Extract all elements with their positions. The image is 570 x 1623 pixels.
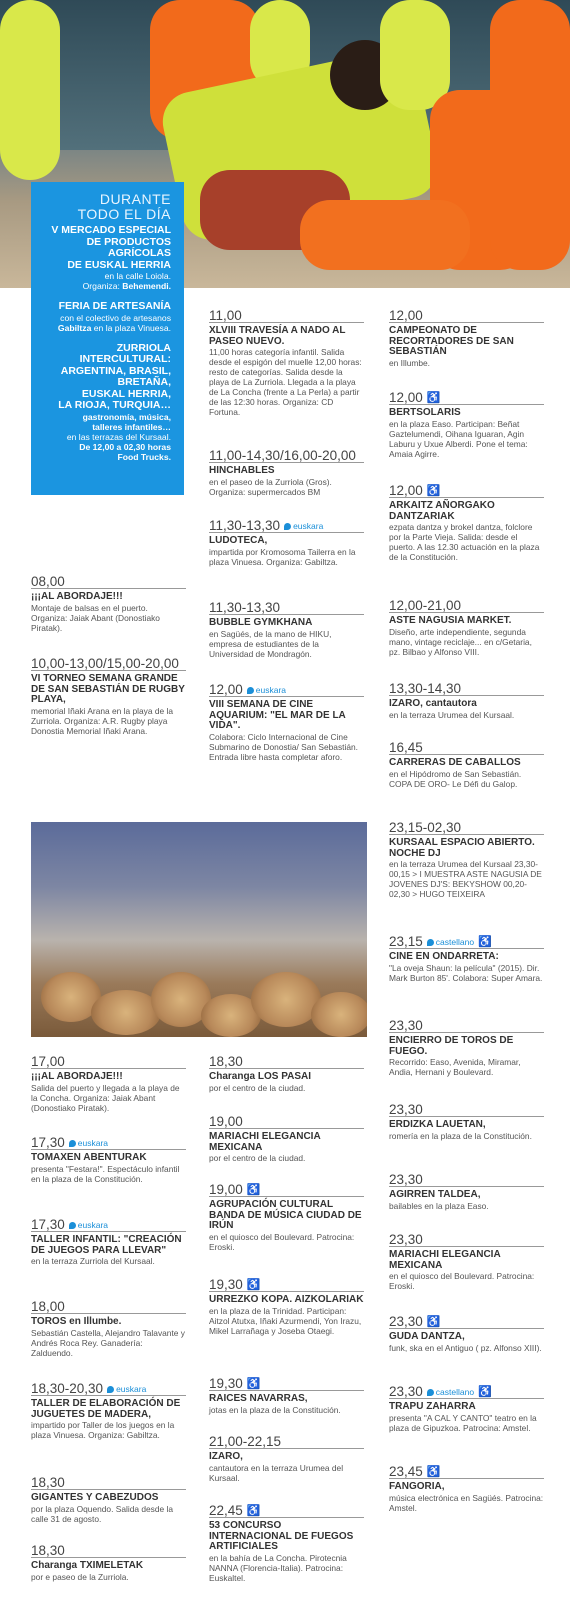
event-time [209, 600, 364, 615]
event-e2 [31, 656, 186, 736]
event-description: funk, ska en el Antiguo ( pz. Alfonso XIII). [389, 1342, 542, 1353]
event-e19 [389, 1232, 544, 1291]
event-e23 [31, 1054, 186, 1113]
event-description: Colabora: Ciclo Internacional de Cine Submarino de Donostia/ San Sebastián. Entrada libre hasta completar aforo. [209, 731, 358, 762]
event-time [31, 1217, 186, 1232]
event-time-text: 23,30 [389, 1384, 423, 1399]
event-title: ENCIERRO DE TOROS DE FUEGO. [389, 1035, 514, 1057]
event-time-text: 08,00 [31, 574, 65, 589]
event-time [209, 1434, 364, 1449]
event-e30 [209, 1054, 364, 1093]
event-time [209, 1182, 364, 1197]
all-day-box: DURANTE TODO EL DÍA V MERCADO ESPECIAL DE PRODUCTOS AGRÍCOLAS DE EUSKAL HERRIA en la calle Loiola. Organiza: Behemendi. FERIA DE ARTESANÍA con el colectivo de artesanos Gabiltza en la plaza Vinuesa. ZURRIOLA INTERCULTURAL: ARGENTINA, BRASIL, BRETAÑA, EUSKAL HERRIA, LA RIOJA, TURQUIA… gastronomía, música, talleres infantiles… en las terrazas del Kursaal. De 12,00 a 02,30 horas Food Trucks. [31, 182, 184, 495]
event-time-text: 13,30-14,30 [389, 681, 462, 696]
event-description: por la plaza Oquendo. Salida desde la calle 31 de agosto. [31, 1503, 174, 1524]
event-time [31, 656, 186, 671]
event-title: LUDOTECA, [209, 535, 268, 546]
event-title: CARRERAS DE CABALLOS [389, 757, 521, 768]
speech-bubble-icon [107, 1386, 114, 1393]
event-time [389, 934, 544, 949]
event-time-text: 18,30 [31, 1543, 65, 1558]
event-e25 [31, 1217, 186, 1266]
event-time-text: 23,15-02,30 [389, 820, 462, 835]
event-title: RAICES NAVARRAS, [209, 1393, 308, 1404]
event-time-text: 19,00 [209, 1114, 243, 1129]
event-e36 [209, 1503, 364, 1583]
event-time [389, 308, 544, 323]
event-time [389, 1314, 544, 1329]
event-time-text: 12,00 [389, 308, 423, 323]
event-time-text: 21,00-22,15 [209, 1434, 282, 1449]
event-time-text: 11,30-13,30 [209, 600, 281, 615]
event-title: TALLER DE ELABORACIÓN DE JUGUETES DE MADERA, [31, 1398, 181, 1420]
speech-bubble-icon [247, 687, 254, 694]
event-title: IZARO, cantautora [389, 698, 477, 709]
accessibility-icon: ♿ [426, 485, 441, 497]
language-tag [427, 937, 474, 947]
event-time [31, 1381, 186, 1396]
event-e27 [31, 1381, 186, 1440]
crowd-photo [31, 822, 367, 1037]
accessibility-icon: ♿ [246, 1378, 261, 1390]
event-e17 [389, 1102, 544, 1141]
event-time [31, 1054, 186, 1069]
event-time [209, 1277, 364, 1292]
event-time-text: 19,30 [209, 1277, 243, 1292]
event-e6 [209, 600, 364, 659]
event-description: cantautora en la terraza Urumea del Kursaal. [209, 1462, 344, 1483]
all-day-heading: DURANTE TODO EL DÍA [77, 191, 171, 222]
accessibility-icon: ♿ [246, 1184, 261, 1196]
event-time-text: 17,30 [31, 1135, 65, 1150]
event-description: en el paseo de la Zurriola (Gros). Organiza: supermercados BM [209, 476, 332, 497]
event-title: IZARO, [209, 1451, 243, 1462]
language-tag [427, 1387, 474, 1397]
language-label: euskara [116, 1384, 147, 1394]
event-title: AGIRREN TALDEA, [389, 1189, 481, 1200]
event-e16 [389, 1018, 544, 1077]
event-time [31, 1135, 186, 1150]
event-title: KURSAAL ESPACIO ABIERTO. NOCHE DJ [389, 837, 535, 859]
accessibility-icon: ♿ [426, 1466, 441, 1478]
event-title: ERDIZKA LAUETAN, [389, 1119, 486, 1130]
event-title: 53 CONCURSO INTERNACIONAL DE FUEGOS ARTIFICIALES [209, 1520, 354, 1552]
event-description: impartido por Taller de los juegos en la plaza Vinuesa. Organiza: Gabiltza. [31, 1420, 175, 1440]
event-title: MARIACHI ELEGANCIA MEXICANA [389, 1249, 501, 1271]
language-label: castellano [435, 937, 475, 947]
event-time-text: 18,30 [209, 1054, 243, 1069]
event-title: TALLER INFANTIL: "CREACIÓN DE JUEGOS PARA LLEVAR" [31, 1234, 182, 1256]
accessibility-icon: ♿ [426, 392, 441, 404]
event-description: en Illumbe. [389, 357, 430, 368]
event-e18 [389, 1172, 544, 1211]
event-e3 [209, 308, 364, 417]
event-time [389, 1018, 544, 1033]
event-e9 [389, 390, 544, 459]
event-description: en el quiosco del Boulevard. Patrocina: Eroski. [209, 1231, 355, 1252]
event-description: en la terraza Urumea del Kursaal. [389, 709, 515, 720]
language-label: euskara [77, 1220, 109, 1230]
event-time-text: 10,00-13,00/15,00-20,00 [31, 656, 179, 671]
event-time [209, 448, 364, 463]
event-time-text: 23,45 [389, 1464, 423, 1479]
event-time-text: 11,30-13,30 [209, 518, 281, 533]
event-e5 [209, 518, 364, 567]
accessibility-icon: ♿ [246, 1279, 261, 1291]
event-time [209, 1376, 364, 1391]
event-description: por el centro de la ciudad. [209, 1082, 306, 1093]
event-time-text: 12,00 [389, 390, 423, 405]
event-time [389, 390, 544, 405]
event-e24 [31, 1135, 186, 1184]
language-label: castellano [435, 1387, 475, 1397]
event-time [209, 682, 364, 697]
event-e29 [31, 1543, 186, 1582]
event-description: música electrónica en Sagüés. Patrocina: Amstel. [389, 1492, 544, 1513]
event-description: por e paseo de la Zurriola. [31, 1571, 129, 1582]
event-title: CAMPEONATO DE RECORTADORES DE SAN SEBASTIÁN [389, 325, 514, 357]
language-tag [247, 685, 286, 695]
event-title: BUBBLE GYMKHANA [209, 617, 313, 628]
event-time-text: 11,00-14,30/16,00-20,00 [209, 448, 356, 463]
event-e10 [389, 483, 544, 562]
event-time [389, 820, 544, 835]
language-label: euskara [77, 1138, 109, 1148]
event-e31 [209, 1114, 364, 1163]
event-time [389, 1464, 544, 1479]
accessibility-icon: ♿ [478, 1386, 492, 1398]
event-e34 [209, 1376, 364, 1415]
event-e22 [389, 1464, 544, 1513]
event-description: Diseño, arte independiente, segunda mano, vintage reciclaje... en c/Getaria, pz. Bilbao y Alfonso VIII. [389, 626, 532, 657]
event-title: ¡¡¡AL ABORDAJE!!! [31, 591, 123, 602]
event-time-text: 18,30-20,30 [31, 1381, 104, 1396]
event-time [31, 1299, 186, 1314]
event-e4 [209, 448, 364, 497]
event-title: VI TORNEO SEMANA GRANDE DE SAN SEBASTIÁN DE RUGBY PLAYA, [31, 673, 185, 705]
event-time-text: 23,30 [389, 1102, 423, 1117]
event-title: AGRUPACIÓN CULTURAL BANDA DE MÚSICA CIUDAD DE IRÚN [209, 1199, 362, 1231]
event-time-text: 18,30 [31, 1475, 65, 1490]
event-time-text: 23,30 [389, 1018, 423, 1033]
event-time [31, 1475, 186, 1490]
event-e33 [209, 1277, 364, 1336]
language-tag [69, 1138, 108, 1148]
event-e20 [389, 1314, 544, 1353]
event-title: URREZKO KOPA. AIZKOLARIAK [209, 1294, 364, 1305]
event-e12 [389, 681, 544, 720]
event-time [389, 740, 544, 755]
event-time-text: 23,30 [389, 1172, 423, 1187]
event-description: bailables en la plaza Easo. [389, 1200, 489, 1211]
accessibility-icon: ♿ [246, 1505, 261, 1517]
event-description: Montaje de balsas en el puerto. Organiza: Jaiak Abant (Donostiako Piratak). [31, 602, 160, 633]
event-time-text: 22,45 [209, 1503, 243, 1518]
event-title: FANGORIA, [389, 1481, 445, 1492]
event-time-text: 19,00 [209, 1182, 243, 1197]
event-e14 [389, 820, 544, 899]
event-time [31, 574, 186, 589]
event-e26 [31, 1299, 186, 1358]
event-e15 [389, 934, 544, 983]
event-e28 [31, 1475, 186, 1524]
event-time-text: 23,15 [389, 934, 423, 949]
event-description: Salida del puerto y llegada a la playa de la Concha. Organiza: Jaiak Abant (Donostiako Piratak). [31, 1082, 180, 1113]
event-time [209, 1503, 364, 1518]
event-description: 11,00 horas categoría infantil. Salida desde el espigón del muelle 12,00 horas: resto de categorías. Salida desde la playa de La Zurriola. Llegada a la playa de La Concha (frente a La Perla) a partir de las 12:30 horas. Organiza: CD Fortuna. [209, 347, 362, 417]
event-time-text: 18,00 [31, 1299, 65, 1314]
event-description: en la terraza Zurriola del Kursaal. [31, 1256, 155, 1266]
event-description: presenta "Festara!". Espectáculo infantil en la plaza de la Constitución. [31, 1163, 180, 1184]
event-title: GIGANTES Y CABEZUDOS [31, 1492, 159, 1503]
event-time-text: 16,45 [389, 740, 423, 755]
event-time [31, 1543, 186, 1558]
event-time [209, 518, 364, 533]
event-description: jotas en la plaza de la Constitución. [209, 1404, 341, 1415]
language-tag [107, 1384, 146, 1394]
language-label: euskara [293, 521, 324, 531]
event-e1 [31, 574, 186, 633]
event-title: BERTSOLARIS [389, 407, 461, 418]
event-title: ¡¡¡AL ABORDAJE!!! [31, 1071, 123, 1082]
event-description: en Sagüés, de la mano de HIKU, empresa de estudiantes de la Universidad de Mondragón. [209, 628, 332, 659]
event-description: ezpata dantza y brokel dantza, folclore por la Parte Vieja. Salida: desde el puerto. A las 12.30 actuación en la plaza de la Constitución. [389, 522, 540, 562]
speech-bubble-icon [69, 1140, 76, 1147]
event-description: Recorrido: Easo, Avenida, Miramar, Andia, Hernani y Boulevard. [389, 1057, 521, 1077]
event-description: en la terraza Urumea del Kursaal 23,30-00,15 > I MUESTRA ASTE NAGUSIA DE JOVENES DJ'S: BEKYSHOW 00,20-02,30 > HUGO TEIXEIRA [389, 859, 542, 899]
language-label: euskara [255, 685, 287, 695]
language-tag [69, 1220, 108, 1230]
event-e13 [389, 740, 544, 789]
event-time [389, 1232, 544, 1247]
event-time [389, 598, 544, 613]
event-e21 [389, 1384, 544, 1433]
event-title: MARIACHI ELEGANCIA MEXICANA [209, 1131, 321, 1153]
event-time-text: 23,30 [389, 1314, 423, 1329]
event-time-text: 17,00 [31, 1054, 65, 1069]
event-time-text: 19,30 [209, 1376, 243, 1391]
event-title: GUDA DANTZA, [389, 1331, 465, 1342]
event-e7 [209, 682, 364, 762]
event-title: HINCHABLES [209, 465, 275, 476]
event-description: en la plaza de la Trinidad. Participan: Aitzol Atutxa, Iñaki Azurmendi, Yon Irazu, Mikel Larrañaga y Joseba Otaegi. [209, 1305, 362, 1336]
event-title: CINE EN ONDARRETA: [389, 951, 499, 962]
event-title: VIII SEMANA DE CINE AQUARIUM: "EL MAR DE LA VIDA". [209, 699, 346, 731]
event-description: presenta "A CAL Y CANTO" teatro en la plaza de Gipuzkoa. Patrocina: Amstel. [389, 1412, 537, 1433]
event-description: en el quiosco del Boulevard. Patrocina: Eroski. [389, 1271, 535, 1291]
event-title: XLVIII TRAVESÍA A NADO AL PASEO NUEVO. [209, 325, 346, 347]
event-title: Charanga LOS PASAI [209, 1071, 312, 1082]
event-title: ARKAITZ AÑORGAKO DANTZARIAK [389, 500, 495, 522]
speech-bubble-icon [427, 1389, 434, 1396]
speech-bubble-icon [284, 523, 291, 530]
event-time [389, 681, 544, 696]
event-time [209, 1054, 364, 1069]
event-time [389, 1172, 544, 1187]
event-description: en el Hipódromo de San Sebastián. COPA DE ORO- Le Défi du Galop. [389, 768, 522, 789]
event-description: Sebastián Castella, Alejandro Talavante y Andrés Roca Rey. Ganadería: Zalduendo. [31, 1327, 185, 1358]
event-description: por el centro de la ciudad. [209, 1153, 306, 1163]
event-time [389, 1384, 544, 1399]
event-title: TOROS en Illumbe. [31, 1316, 122, 1327]
event-title: TRAPU ZAHARRA [389, 1401, 476, 1412]
event-title: TOMAXEN ABENTURAK [31, 1152, 147, 1163]
event-title: ASTE NAGUSIA MARKET. [389, 615, 512, 626]
event-e32 [209, 1182, 364, 1252]
event-time-text: 23,30 [389, 1232, 423, 1247]
event-title: Charanga TXIMELETAK [31, 1560, 144, 1571]
event-e8 [389, 308, 544, 368]
language-tag [284, 521, 323, 531]
event-time-text: 12,00-21,00 [389, 598, 462, 613]
event-time-text: 12,00 [389, 483, 423, 498]
event-time [389, 1102, 544, 1117]
event-time [209, 1114, 364, 1129]
speech-bubble-icon [69, 1222, 76, 1229]
event-time-text: 17,30 [31, 1217, 65, 1232]
event-description: en la plaza Easo. Participan: Beñat Gaztelumendi, Oihana Iguaran, Agin Laburu y Uxue Alberdi. Pone el tema: Amaia Agirre. [389, 418, 528, 459]
event-time [209, 308, 364, 323]
event-e11 [389, 598, 544, 657]
event-time-text: 12,00 [209, 682, 243, 697]
event-e35 [209, 1434, 364, 1483]
event-time [389, 483, 544, 498]
event-description: impartida por Kromosoma Tailerra en la plaza Vinuesa. Organiza: Gabiltza. [209, 546, 356, 567]
event-description: "La oveja Shaun: la película" (2015). Dir. Mark Burton 85'. Colabora: Super Amara. [389, 962, 543, 983]
event-description: en la bahía de La Concha. Pirotecnia NANNA (Florencia-Italia). Patrocina: Euskaltel. [209, 1552, 347, 1583]
accessibility-icon: ♿ [426, 1316, 441, 1328]
event-time-text: 11,00 [209, 308, 242, 323]
event-description: romería en la plaza de la Constitución. [389, 1130, 532, 1141]
event-description: memorial Iñaki Arana en la playa de la Zurriola. Organiza: A.R. Rugby playa Donostia Memorial Iñaki Arana. [31, 705, 173, 736]
accessibility-icon: ♿ [478, 936, 492, 948]
speech-bubble-icon [427, 939, 434, 946]
